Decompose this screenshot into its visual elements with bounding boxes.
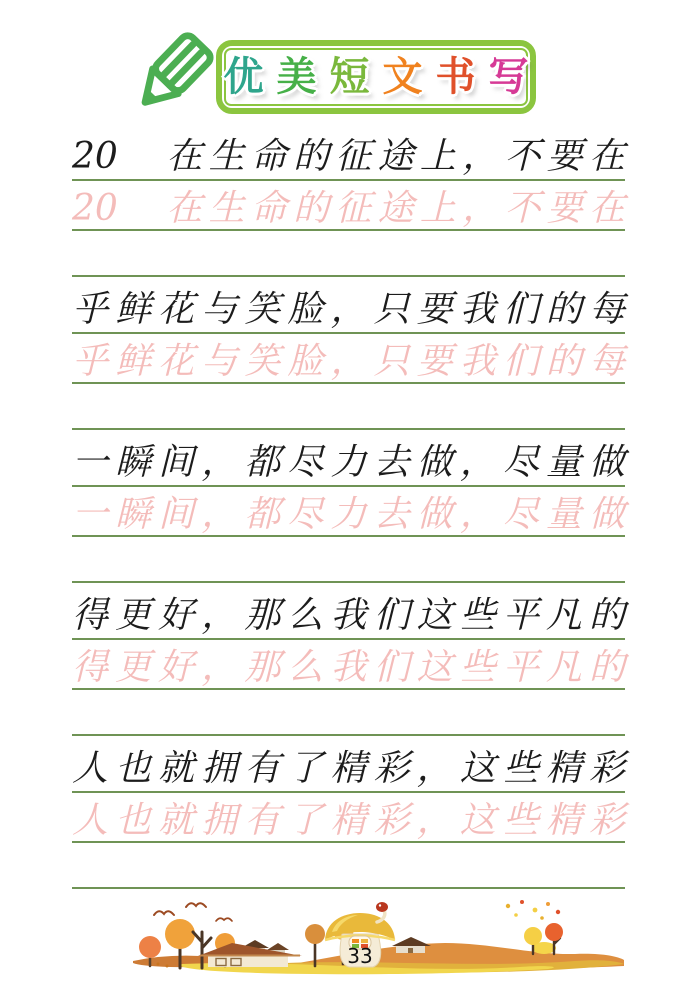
model-text: 得更好，那么我们这些平凡的 [72, 595, 625, 637]
model-text-row [72, 736, 625, 793]
title-char: 短 [329, 54, 370, 100]
title-char: 优 [223, 54, 264, 100]
practice-block [72, 583, 625, 736]
trace-text-row [72, 640, 625, 690]
model-text-row [72, 124, 625, 181]
trace-text: 20 在生命的征途上，不要在 [72, 188, 625, 230]
blank-writing-row [72, 231, 625, 277]
page-number: 33 [347, 944, 373, 968]
model-text-row [72, 277, 625, 334]
trace-text: 人也就拥有了精彩，这些精彩 [72, 800, 625, 842]
trace-text: 得更好，那么我们这些平凡的 [72, 647, 625, 689]
trace-text-row [72, 334, 625, 384]
title-char: 书 [435, 54, 476, 100]
title-char: 文 [382, 54, 423, 100]
birds-icon [154, 903, 232, 921]
practice-block [72, 430, 625, 583]
page-title [223, 54, 529, 100]
trace-text-row [72, 793, 625, 843]
model-text: 一瞬间，都尽力去做，尽量做 [72, 442, 625, 484]
trace-text: 乎鲜花与笑脸，只要我们的每 [72, 341, 625, 383]
title-char: 写 [488, 54, 529, 100]
trace-text-row [72, 181, 625, 231]
practice-block [72, 124, 625, 277]
title-char: 美 [276, 54, 317, 100]
trace-text-row [72, 487, 625, 537]
model-text: 20 在生命的征途上，不要在 [72, 136, 625, 178]
model-text-row [72, 430, 625, 487]
footer-illustration [130, 898, 640, 976]
blank-writing-row [72, 537, 625, 583]
blank-writing-row [72, 690, 625, 736]
right-trees-icon [524, 923, 563, 954]
blank-writing-row [72, 843, 625, 889]
practice-block [72, 736, 625, 889]
falling-leaves-icon [506, 900, 560, 920]
blank-writing-row [72, 384, 625, 430]
trace-text: 一瞬间，都尽力去做，尽量做 [72, 494, 625, 536]
model-text-row [72, 583, 625, 640]
house-icon [198, 943, 302, 967]
title-badge [216, 40, 536, 114]
model-text: 乎鲜花与笑脸，只要我们的每 [72, 289, 625, 331]
writing-area [72, 124, 625, 889]
pencil-icon [128, 34, 216, 120]
model-text: 人也就拥有了精彩，这些精彩 [72, 748, 625, 790]
practice-block [72, 277, 625, 430]
